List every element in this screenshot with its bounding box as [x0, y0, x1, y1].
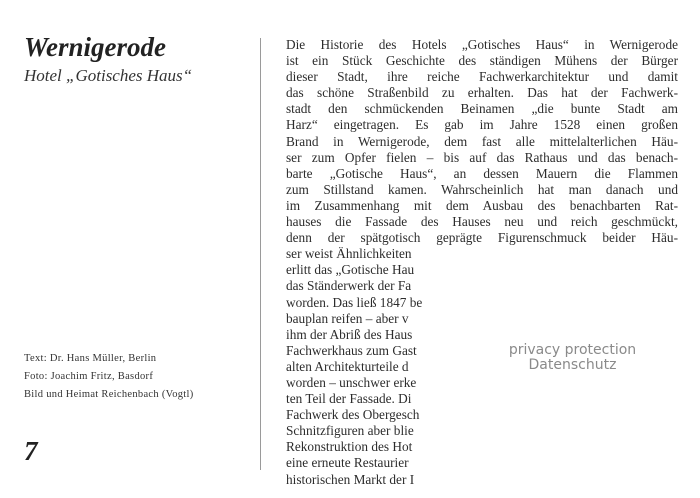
- body-line: zum Stillstand kamen. Wahrscheinlich hat man danach und: [286, 181, 678, 197]
- body-line: Die Historie des Hotels „Gotisches Haus“ in Wernigerode: [286, 37, 678, 52]
- body-line: alten Architekturteile d: [286, 358, 409, 374]
- body-line: worden. Das ließ 1847 be: [286, 294, 423, 310]
- privacy-watermark: [500, 343, 645, 373]
- page-title: Wernigerode: [24, 32, 166, 62]
- page-number: 7: [24, 436, 38, 466]
- body-line: Schnitzfiguren aber blie: [286, 423, 414, 439]
- page-subtitle: Hotel „Gotisches Haus“: [24, 66, 193, 85]
- body-line: ser zum Opfer fielen – bis auf das Rathaus und das benach-: [286, 149, 678, 165]
- body-line: erlitt das „Gotische Hau: [286, 262, 415, 278]
- watermark-line-2: Datenschutz: [528, 357, 617, 373]
- body-line: Fachwerk des Obergesch: [286, 407, 420, 423]
- body-line: barte „Gotische Haus“, an dessen Mauern die Flammen: [286, 165, 678, 181]
- body-line: ten Teil der Fassade. Di: [286, 391, 412, 407]
- body-line: im Zusammenhang mit dem Ausbau des benachbarten Rat-: [286, 197, 678, 213]
- body-text: [286, 37, 678, 488]
- body-line: Rekonstruktion des Hot: [286, 439, 413, 455]
- body-line: ist ein Stück Geschichte des ständigen Mühens der Bürger: [286, 53, 678, 69]
- body-line: stadt den schmückenden Beinamen „die bunte Stadt am: [286, 101, 678, 117]
- body-line: ihm der Abriß des Haus: [286, 326, 413, 342]
- body-line: dieser Stadt, ihre reiche Fachwerkarchitektur und damit: [286, 69, 678, 85]
- credit-publisher: Bild und Heimat Reichenbach (Vogtl): [24, 389, 194, 400]
- credit-photo-author: Foto: Joachim Fritz, Basdorf: [24, 371, 154, 382]
- body-line: bauplan reifen – aber v: [286, 310, 409, 326]
- body-line: Harz“ eingetragen. Es gab im Jahre 1528 einen großen: [286, 117, 678, 133]
- watermark-line-1: privacy protection: [508, 342, 637, 358]
- body-line: denn der spätgotisch geprägte Figurenschmuck beider Häu-: [286, 230, 678, 246]
- body-line: historischen Markt der I: [286, 471, 415, 487]
- body-line: eine erneute Restaurier: [286, 455, 409, 471]
- body-line: Fachwerkhaus zum Gast: [286, 342, 417, 358]
- credit-text-author: Text: Dr. Hans Müller, Berlin: [24, 353, 157, 364]
- body-line: ser weist Ähnlichkeiten: [286, 246, 412, 262]
- column-divider: [260, 38, 261, 470]
- credits-block: [24, 350, 194, 404]
- body-line: hauses die Fassade des Hauses neu und reich geschmückt,: [286, 214, 678, 230]
- body-line: das Ständerwerk der Fa: [286, 278, 412, 294]
- body-line: das schöne Straßenbild zu erhalten. Das hat der Fachwerk-: [286, 85, 678, 101]
- body-line: Brand in Wernigerode, dem fast alle mittelalterlichen Häu-: [286, 133, 678, 149]
- body-line: worden – unschwer erke: [286, 374, 417, 390]
